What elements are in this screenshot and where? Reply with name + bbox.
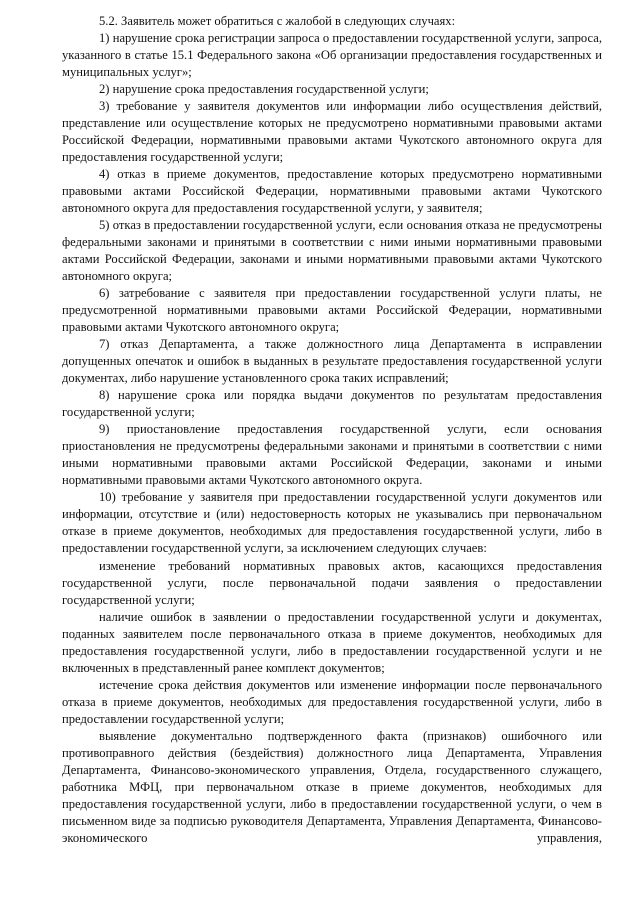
paragraph-item-2: 2) нарушение срока предоставления государственной услуги;	[99, 82, 429, 97]
paragraph-exception-errors: наличие ошибок в заявлении о предоставлении государственной услуги и документах, поданных заявителем после первоначального отказа в приеме документов, необходимых для предоставления государственной услуги, либо в предоставлении государственной услуги и не включенных в представленный ранее комплект документов;	[62, 609, 602, 675]
paragraph-item-10: 10) требование у заявителя при предоставлении государственной услуги документов или информации, отсутствие и (или) недостоверность которых не указывались при первоначальном отказе в приеме документов, необходимых для предоставления государственной услуги, либо в предоставлении государственной услуги, за исключением следующих случаев:	[62, 490, 602, 556]
paragraph-item-6: 6) затребование с заявителя при предоставлении государственной услуги платы, не предусмотренной нормативными правовыми актами Российской Федерации, нормативными правовыми актами Чукотского автономного округа;	[62, 286, 602, 335]
paragraph-item-8: 8) нарушение срока или порядка выдачи документов по результатам предоставления государственной услуги;	[62, 388, 602, 420]
paragraph-exception-misconduct: выявление документально подтвержденного факта (признаков) ошибочного или противоправного действия (бездействия) должностного лица Департамента, Управления Департамента, Финансово-экономического управления, Отдела, государственного служащего, работника МФЦ, при первоначальном отказе в приеме документов, необходимых для предоставления государственной услуги, либо в предоставлении государственной услуги, о чем в письменном виде за подписью руководителя Департамента, Управления Департамента, Финансово-экономического управления,	[62, 728, 602, 845]
paragraph-item-9: 9) приостановление предоставления государственной услуги, если основания приостановления не предусмотрены федеральными законами и принятыми в соответствии с ними иными нормативными правовыми актами Российской Федерации, законами и иными нормативными правовыми актами Чукотского автономного округа.	[62, 422, 602, 488]
paragraph-item-4: 4) отказ в приеме документов, предоставление которых предусмотрено нормативными правовыми актами Российской Федерации, нормативными правовыми актами Чукотского автономного округа для предоставления государственной услуги, у заявителя;	[62, 167, 602, 216]
paragraph-item-5: 5) отказ в предоставлении государственной услуги, если основания отказа не предусмотрены федеральными законами и принятыми в соответствии с ними иными нормативными правовыми актами Российской Федерации, законами и иными нормативными правовыми актами Чукотского автономного округа;	[62, 218, 602, 284]
paragraph-exception-expiry: истечение срока действия документов или изменение информации после первоначального отказа в приеме документов, необходимых для предоставления государственной услуги, либо в предоставлении государственной услуги;	[62, 677, 602, 726]
paragraph-item-1: 1) нарушение срока регистрации запроса о предоставлении государственной услуги, запроса, указанного в статье 15.1 Федерального закона «Об организации предоставления государственных и муниципальных услуг»;	[62, 31, 602, 80]
paragraph-item-3: 3) требование у заявителя документов или информации либо осуществления действий, представление или осуществление которых не предусмотрено нормативными правовыми актами Российской Федерации, нормативными правовыми актами Чукотского автономного округа для предоставления государственной услуги;	[62, 99, 602, 165]
paragraph-exception-requirements-change: изменение требований нормативных правовых актов, касающихся предоставления государственной услуги, после первоначальной подачи заявления о предоставлении государственной услуги;	[62, 558, 602, 607]
paragraph-item-7: 7) отказ Департамента, а также должностного лица Департамента в исправлении допущенных опечаток и ошибок в выданных в результате предоставления государственной услуги документах, либо нарушение установленного срока таких исправлений;	[62, 337, 602, 386]
document-page	[62, 13, 602, 847]
paragraph-5-2-intro: 5.2. Заявитель может обратиться с жалобой в следующих случаях:	[99, 14, 456, 28]
